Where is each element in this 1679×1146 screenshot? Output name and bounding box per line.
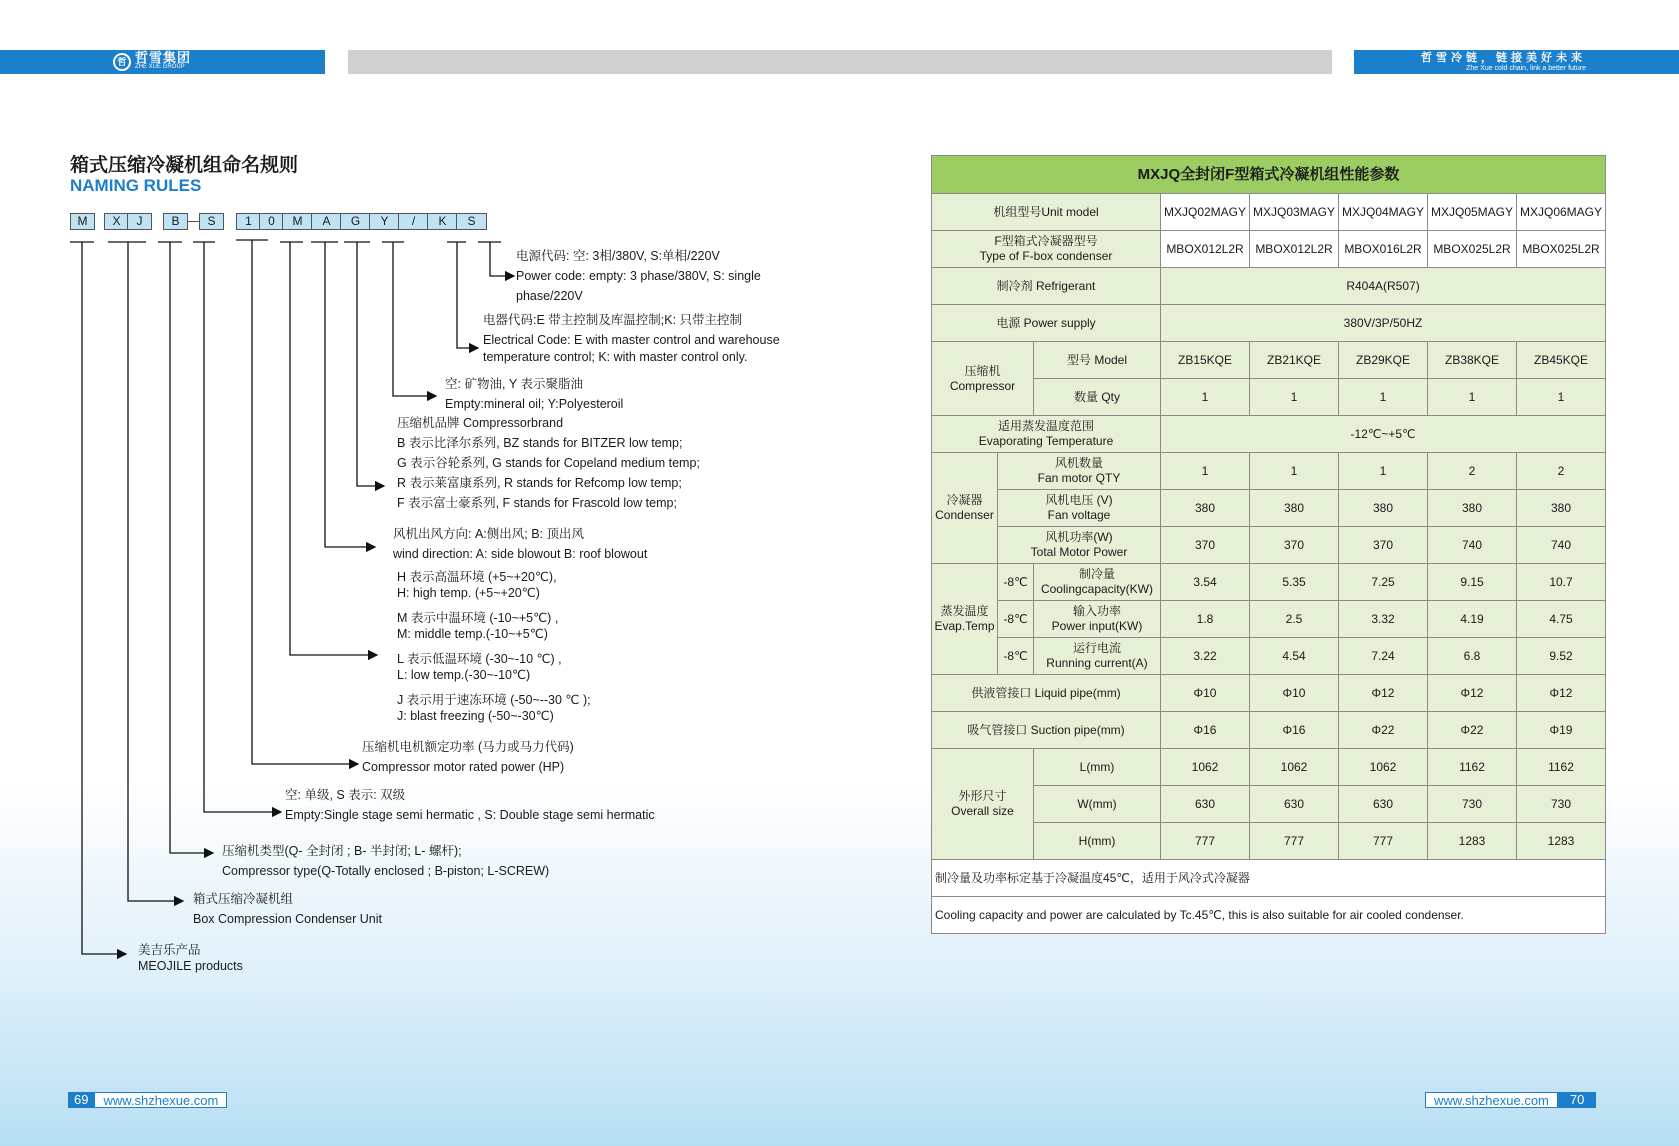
cell: 740 bbox=[1517, 527, 1606, 564]
cell: 2 bbox=[1517, 453, 1606, 490]
cell: 5.35 bbox=[1250, 564, 1339, 601]
desc-line: 空: 单级, S 表示: 双级 bbox=[285, 788, 406, 802]
cell: ZB29KQE bbox=[1339, 342, 1428, 379]
cell: 380 bbox=[1161, 490, 1250, 527]
desc-line: H: high temp. (+5~+20℃) bbox=[397, 586, 540, 600]
cell: 1062 bbox=[1339, 749, 1428, 786]
label-cn: 风机功率(W) bbox=[1045, 530, 1113, 544]
slogan-en: Zhe Xue cold chain, link a better future bbox=[1466, 65, 1586, 72]
cell: 1283 bbox=[1428, 823, 1517, 860]
row-label: 数量 Qty bbox=[1034, 379, 1161, 416]
label-cn: F型箱式冷凝器型号 bbox=[994, 234, 1098, 248]
desc-line: 压缩机类型(Q- 全封闭 ; B- 半封闭; L- 螺杆); bbox=[222, 844, 462, 858]
cell: 1 bbox=[1428, 379, 1517, 416]
desc-line: 箱式压缩冷凝机组 bbox=[193, 892, 294, 906]
cell: 1.8 bbox=[1161, 601, 1250, 638]
table-note-en: Cooling capacity and power are calculated by Tc.45℃, this is also suitable for air cooled condenser. bbox=[932, 897, 1606, 934]
code-letter: B bbox=[163, 213, 188, 230]
desc-line: L 表示低温环境 (-30~-10 ℃) , bbox=[397, 652, 562, 666]
cell: 3.54 bbox=[1161, 564, 1250, 601]
desc-oil bbox=[445, 374, 623, 414]
desc-line: 电器代码:E 带主控制及库温控制;K: 只带主控制 bbox=[483, 313, 743, 327]
row-label bbox=[1034, 638, 1161, 675]
label-en: Type of F-box condenser bbox=[979, 249, 1113, 263]
cell: 630 bbox=[1339, 786, 1428, 823]
group-label bbox=[932, 564, 998, 675]
desc-line: 风机出风方向: A:侧出风; B: 顶出风 bbox=[393, 527, 584, 541]
cell: Φ12 bbox=[1339, 675, 1428, 712]
desc-unit bbox=[193, 889, 382, 929]
group-label bbox=[932, 749, 1034, 860]
row-label bbox=[1034, 564, 1161, 601]
code-letter: S bbox=[456, 213, 487, 230]
cell: MXJQ05MAGY bbox=[1428, 194, 1517, 231]
cell: 1 bbox=[1339, 379, 1428, 416]
desc-line: M 表示中温环境 (-10~+5℃) , bbox=[397, 611, 559, 625]
label-en: Fan voltage bbox=[1047, 508, 1111, 522]
label-en: Evap.Temp bbox=[934, 619, 995, 633]
desc-line: F 表示富士豪系列, F stands for Frascold low temp; bbox=[397, 496, 677, 510]
naming-title-en: NAMING RULES bbox=[70, 176, 202, 195]
desc-line: J 表示用于速冻环境 (-50~--30 ℃ ); bbox=[397, 693, 591, 707]
label-en: Power input(KW) bbox=[1051, 619, 1143, 633]
cell: 4.54 bbox=[1250, 638, 1339, 675]
label-en: Condenser bbox=[935, 508, 994, 522]
slogan-cn: 哲雪冷链，链接美好未来 bbox=[1421, 52, 1586, 64]
desc-line: R 表示莱富康系列, R stands for Refcomp low temp; bbox=[397, 476, 682, 490]
cell: 3.22 bbox=[1161, 638, 1250, 675]
cell: 1 bbox=[1250, 453, 1339, 490]
desc-motor-power bbox=[362, 737, 574, 777]
cell: 6.8 bbox=[1428, 638, 1517, 675]
desc-stage bbox=[285, 785, 655, 825]
cell: ZB45KQE bbox=[1517, 342, 1606, 379]
cell: 1283 bbox=[1517, 823, 1606, 860]
row-label: 机组型号Unit model bbox=[932, 194, 1161, 231]
row-label bbox=[932, 231, 1161, 268]
desc-line: L: low temp.(-30~-10℃) bbox=[397, 668, 531, 682]
cell: 380 bbox=[1250, 490, 1339, 527]
desc-line: Electrical Code: E with master control and warehouse bbox=[483, 333, 780, 347]
cell: ZB21KQE bbox=[1250, 342, 1339, 379]
cell: Φ19 bbox=[1517, 712, 1606, 749]
cell: 370 bbox=[1339, 527, 1428, 564]
label-cn: 外形尺寸 bbox=[958, 789, 1007, 803]
cell: MBOX012L2R bbox=[1161, 231, 1250, 268]
label-en: Fan motor QTY bbox=[1037, 471, 1121, 485]
cell: 1162 bbox=[1428, 749, 1517, 786]
desc-line: G 表示谷轮系列, G stands for Copeland medium temp; bbox=[397, 456, 700, 470]
desc-line: 压缩机品牌 Compressorbrand bbox=[397, 416, 564, 430]
desc-line: 美吉乐产品 bbox=[138, 943, 201, 957]
slogan bbox=[1421, 52, 1586, 73]
cell: R404A(R507) bbox=[1161, 268, 1606, 305]
cell: 777 bbox=[1161, 823, 1250, 860]
cell: MXJQ02MAGY bbox=[1161, 194, 1250, 231]
cell: 1 bbox=[1339, 453, 1428, 490]
cell: 9.52 bbox=[1517, 638, 1606, 675]
label-en: Running current(A) bbox=[1046, 656, 1148, 670]
cell: Φ12 bbox=[1428, 675, 1517, 712]
label-cn: 适用蒸发温度范围 bbox=[997, 419, 1094, 433]
cell: Φ16 bbox=[1250, 712, 1339, 749]
cell: MXJQ04MAGY bbox=[1339, 194, 1428, 231]
desc-wind-direction bbox=[393, 524, 647, 564]
cell: 3.32 bbox=[1339, 601, 1428, 638]
row-label bbox=[998, 527, 1161, 564]
cell: 380 bbox=[1339, 490, 1428, 527]
cell: MBOX025L2R bbox=[1428, 231, 1517, 268]
cell: Φ10 bbox=[1161, 675, 1250, 712]
cell: MXJQ06MAGY bbox=[1517, 194, 1606, 231]
desc-compressor-type bbox=[222, 841, 549, 881]
cell: 2.5 bbox=[1250, 601, 1339, 638]
desc-line: J: blast freezing (-50~-30℃) bbox=[397, 709, 554, 723]
evap-temp-value: -8℃ bbox=[998, 638, 1034, 675]
label-en: Compressor bbox=[949, 378, 1016, 393]
page-number: 69 bbox=[68, 1092, 94, 1108]
cell: -12℃~+5℃ bbox=[1161, 416, 1606, 453]
group-label bbox=[932, 453, 998, 564]
label-cn: 制冷量 bbox=[1078, 567, 1115, 581]
code-letter: A bbox=[311, 213, 342, 230]
desc-temperature bbox=[397, 569, 591, 724]
cell: 1 bbox=[1250, 379, 1339, 416]
cell: 380 bbox=[1517, 490, 1606, 527]
label-cn: 冷凝器 bbox=[946, 493, 983, 507]
row-label bbox=[998, 490, 1161, 527]
row-label bbox=[932, 416, 1161, 453]
cell: 370 bbox=[1250, 527, 1339, 564]
cell: ZB38KQE bbox=[1428, 342, 1517, 379]
code-letter: K bbox=[427, 213, 458, 230]
website-link[interactable]: www.shzhexue.com bbox=[1425, 1092, 1558, 1108]
cell: 380V/3P/50HZ bbox=[1161, 305, 1606, 342]
cell: MBOX016L2R bbox=[1339, 231, 1428, 268]
desc-line: Power code: empty: 3 phase/380V, S: single bbox=[516, 269, 761, 283]
cell: 7.24 bbox=[1339, 638, 1428, 675]
cell: 4.75 bbox=[1517, 601, 1606, 638]
footer-left bbox=[68, 1092, 227, 1108]
code-letter: Y bbox=[369, 213, 400, 230]
label-cn: 风机电压 (V) bbox=[1045, 493, 1113, 507]
logo-text-cn: 哲雪集团 bbox=[135, 50, 192, 65]
cell: 370 bbox=[1161, 527, 1250, 564]
row-label: H(mm) bbox=[1034, 823, 1161, 860]
cell: 4.19 bbox=[1428, 601, 1517, 638]
group-label bbox=[932, 342, 1034, 416]
desc-line: Compressor type(Q-Totally enclosed ; B-piston; L-SCREW) bbox=[222, 864, 550, 878]
code-letter: S bbox=[199, 213, 224, 230]
desc-line: MEOJILE products bbox=[138, 959, 243, 973]
label-en: Overall size bbox=[951, 804, 1014, 818]
row-label: W(mm) bbox=[1034, 786, 1161, 823]
desc-brand bbox=[138, 942, 243, 974]
desc-line: Empty:mineral oil; Y:Polyesteroil bbox=[445, 397, 624, 411]
label-cn: 运行电流 bbox=[1072, 641, 1121, 655]
table-note-cn: 制冷量及功率标定基于冷凝温度45℃，适用于风冷式冷凝器 bbox=[932, 860, 1606, 897]
cell: 730 bbox=[1517, 786, 1606, 823]
label-en: Coolingcapacity(KW) bbox=[1040, 582, 1154, 596]
desc-line: wind direction: A: side blowout B: roof blowout bbox=[393, 547, 648, 561]
cell: 1162 bbox=[1517, 749, 1606, 786]
code-letter: 0 bbox=[259, 213, 284, 230]
cell: Φ12 bbox=[1517, 675, 1606, 712]
code-letter: M bbox=[282, 213, 313, 230]
cell: 630 bbox=[1250, 786, 1339, 823]
row-label: 型号 Model bbox=[1034, 342, 1161, 379]
cell: 777 bbox=[1250, 823, 1339, 860]
desc-power-code bbox=[516, 246, 761, 306]
code-letter: M bbox=[70, 213, 95, 230]
footer-right bbox=[1425, 1092, 1596, 1108]
evap-temp-value: -8℃ bbox=[998, 564, 1034, 601]
page-number: 70 bbox=[1558, 1092, 1596, 1108]
row-label: 电源 Power supply bbox=[932, 305, 1161, 342]
cell: 7.25 bbox=[1339, 564, 1428, 601]
row-label: 吸气管接口 Suction pipe(mm) bbox=[932, 712, 1161, 749]
row-label: L(mm) bbox=[1034, 749, 1161, 786]
row-label bbox=[998, 453, 1161, 490]
label-cn: 风机数量 bbox=[1054, 456, 1103, 470]
cell: 740 bbox=[1428, 527, 1517, 564]
desc-line: 压缩机电机额定功率 (马力或马力代码) bbox=[362, 740, 574, 754]
label-en: Total Motor Power bbox=[1030, 545, 1128, 559]
row-label: 制冷剂 Refrigerant bbox=[932, 268, 1161, 305]
cell: 1062 bbox=[1250, 749, 1339, 786]
evap-temp-value: -8℃ bbox=[998, 601, 1034, 638]
cell: 9.15 bbox=[1428, 564, 1517, 601]
label-cn: 蒸发温度 bbox=[940, 604, 989, 618]
cell: 1062 bbox=[1161, 749, 1250, 786]
cell: 1 bbox=[1161, 379, 1250, 416]
desc-compressor-brand bbox=[397, 413, 700, 513]
cell: Φ22 bbox=[1428, 712, 1517, 749]
code-letter: J bbox=[127, 213, 152, 230]
performance-table bbox=[931, 155, 1606, 934]
cell: MXJQ03MAGY bbox=[1250, 194, 1339, 231]
desc-line: B 表示比泽尔系列, BZ stands for BITZER low temp; bbox=[397, 436, 683, 450]
cell: 777 bbox=[1339, 823, 1428, 860]
desc-line: Box Compression Condenser Unit bbox=[193, 912, 382, 926]
cell: MBOX025L2R bbox=[1517, 231, 1606, 268]
desc-line: 电源代码: 空: 3相/380V, S:单相/220V bbox=[516, 249, 720, 263]
code-letter: G bbox=[340, 213, 371, 230]
logo-icon: 哲 bbox=[113, 53, 131, 71]
desc-line: M: middle temp.(-10~+5℃) bbox=[397, 627, 548, 641]
desc-line: 空: 矿物油, Y 表示聚脂油 bbox=[445, 377, 583, 391]
label-en: Evaporating Temperature bbox=[978, 434, 1114, 448]
cell: 730 bbox=[1428, 786, 1517, 823]
code-letter: 1 bbox=[236, 213, 261, 230]
label-cn: 输入功率 bbox=[1072, 604, 1121, 618]
cell: Φ22 bbox=[1339, 712, 1428, 749]
desc-electrical-code bbox=[483, 312, 780, 366]
row-label: 供液管接口 Liquid pipe(mm) bbox=[932, 675, 1161, 712]
website-link[interactable]: www.shzhexue.com bbox=[94, 1092, 227, 1108]
cell: ZB15KQE bbox=[1161, 342, 1250, 379]
cell: 10.7 bbox=[1517, 564, 1606, 601]
desc-line: Empty:Single stage semi hermatic , S: Double stage semi hermatic bbox=[285, 808, 655, 822]
desc-line: temperature control; K: with master control only. bbox=[483, 350, 748, 364]
cell: Φ10 bbox=[1250, 675, 1339, 712]
desc-line: Compressor motor rated power (HP) bbox=[362, 760, 565, 774]
cell: 1 bbox=[1517, 379, 1606, 416]
row-label bbox=[1034, 601, 1161, 638]
cell: 630 bbox=[1161, 786, 1250, 823]
logo-text-en: ZHE XUE GROUP bbox=[135, 64, 185, 70]
naming-title-cn: 箱式压缩冷凝机组命名规则 bbox=[70, 155, 299, 176]
desc-line: H 表示高温环境 (+5~+20℃), bbox=[397, 570, 557, 584]
code-letter: X bbox=[104, 213, 129, 230]
cell: 380 bbox=[1428, 490, 1517, 527]
label-cn: 压缩机 bbox=[964, 363, 1001, 378]
code-letter: / bbox=[398, 213, 429, 230]
cell: MBOX012L2R bbox=[1250, 231, 1339, 268]
cell: 1 bbox=[1161, 453, 1250, 490]
cell: Φ16 bbox=[1161, 712, 1250, 749]
table-title: MXJQ全封闭F型箱式冷凝机组性能参数 bbox=[932, 156, 1606, 194]
desc-line: phase/220V bbox=[516, 289, 583, 303]
cell: 2 bbox=[1428, 453, 1517, 490]
